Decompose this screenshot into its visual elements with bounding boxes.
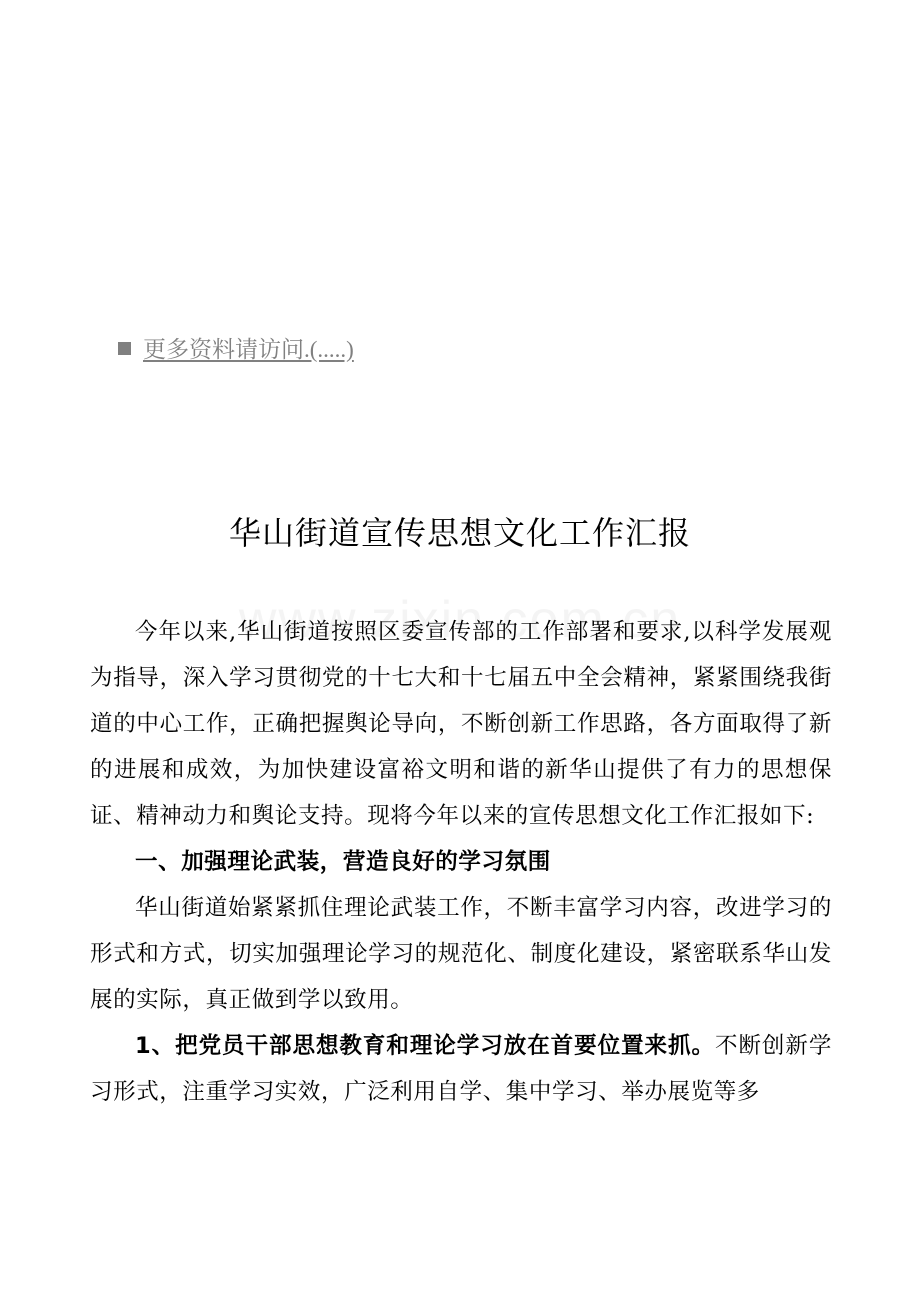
section-heading-1: 一、加强理论武装，营造良好的学习氛围 xyxy=(135,849,551,875)
item-1-lead: 1、把党员干部思想教育和理论学习放在首要位置来抓。 xyxy=(135,1033,715,1059)
square-bullet-icon xyxy=(118,342,131,355)
section-1-paragraph: 华山街道始紧紧抓住理论武装工作，不断丰富学习内容，改进学习的形式和方式，切实加强理论学习的规范化、制度化建设，紧密联系华山发展的实际，真正做到学以致用。 xyxy=(90,895,832,1013)
more-resources-row xyxy=(118,332,354,362)
document-body xyxy=(90,609,832,1115)
item-1-text: 不断创新学习形式，注重学习实效，广泛利用自学、集中学习、举办展览等多 xyxy=(90,1033,832,1105)
document-title: 华山街道宣传思想文化工作汇报 xyxy=(228,514,691,552)
more-resources-link[interactable]: 更多资料请访问.(.....) xyxy=(143,336,354,362)
intro-paragraph: 今年以来,华山街道按照区委宣传部的工作部署和要求,以科学发展观为指导，深入学习贯彻党的十七大和十七届五中全会精神，紧紧围绕我街道的中心工作，正确把握舆论导向，不断创新工作思路，各方面取得了新的进展和成效，为加快建设富裕文明和谐的新华山提供了有力的思想保证、精神动力和舆论支持。现将今年以来的宣传思想文化工作汇报如下: xyxy=(90,619,832,829)
item-1-paragraph xyxy=(90,1023,832,1115)
